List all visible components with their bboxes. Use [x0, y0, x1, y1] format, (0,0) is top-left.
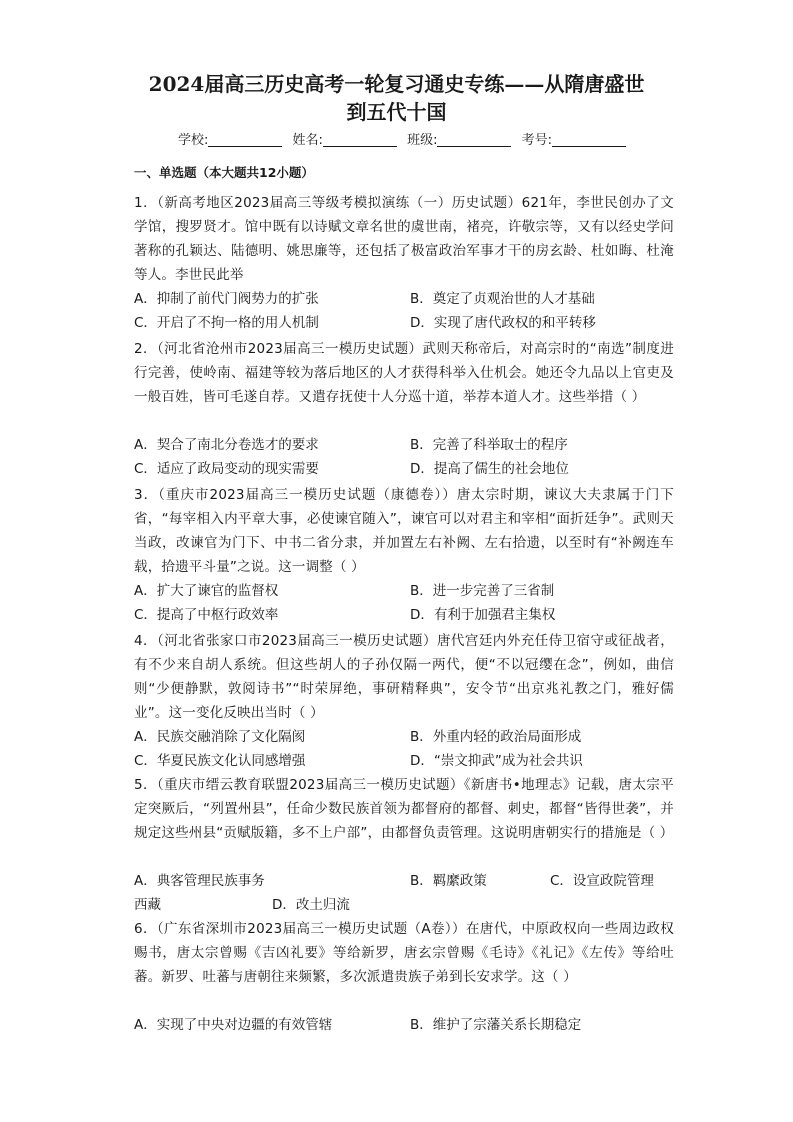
- document-title-line-2: 到五代十国: [346, 100, 447, 124]
- question-5-stem: 5．（重庆市缙云教育联盟2023届高三一模历史试题）《新唐书•地理志》记载，唐太宗平定突厥后，“列置州县”，任命少数民族首领为都督府的都督、刺史，都督“皆得世袭”，并规定这些州县“贡赋版籍，多不上户部”，由都督负责管理。这说明唐朝实行的措施是（ ）: [134, 777, 674, 841]
- question-5-option-d: D．改土归流: [272, 897, 350, 913]
- question-3-option-a: A．扩大了谏官的监督权: [134, 583, 279, 599]
- question-3-stem: 3．（重庆市2023届高三一模历史试题（康德卷））唐太宗时期，谏议大夫隶属于门下省，“每宰相入内平章大事，必使谏官随入”，谏官可以对君主和宰相“面折廷争”。武则天当政，改谏官为门下、中书二省分隶，并加置左右补阙、左右拾遗，以至时有“补阙连车载，拾遗平斗量”之说。这一调整（ ）: [134, 487, 674, 575]
- question-2-option-d: D．提高了儒生的社会地位: [410, 461, 569, 477]
- exam-number-label: 考号:: [521, 133, 552, 148]
- class-label: 班级:: [407, 133, 438, 148]
- question-2-option-c: C．适应了政局变动的现实需要: [134, 461, 319, 477]
- question-6-option-a: A．实现了中央对边疆的有效管辖: [134, 1017, 333, 1033]
- question-1-option-d: D．实现了唐代政权的和平转移: [410, 315, 596, 331]
- question-1-option-b: B．奠定了贞观治世的人才基础: [410, 291, 595, 307]
- question-2-stem: 2．（河北省沧州市2023届高三一模历史试题）武则天称帝后，对高宗时的“南选”制度进行完善，使岭南、福建等较为落后地区的人才获得科举入仕机会。她还令九品以上官吏及一般百姓，皆可毛遂自荐。又遣存抚使十人分巡十道，举荐本道人才。这些举措（ ）: [134, 341, 674, 405]
- question-1-option-a: A．抑制了前代门阀势力的扩张: [134, 291, 319, 307]
- question-2-option-a: A．契合了南北分卷选才的要求: [134, 437, 319, 453]
- question-4-stem: 4．（河北省张家口市2023届高三一模历史试题）唐代宫廷内外充任侍卫宿守或征战者，有不少来自胡人系统。但这些胡人的子孙仅隔一两代，便“不以冠缨在念”，例如，曲信则“少便静默，敦阅诗书”“时荣屏绝，事研精释典”，安令节“出京兆礼教之门，雅好儒业”。这一变化反映出当时（ ）: [134, 633, 674, 721]
- name-blank: [323, 132, 397, 147]
- question-4-option-a: A．民族交融消除了文化隔阂: [134, 729, 306, 745]
- question-4-option-c: C．华夏民族文化认同感增强: [134, 753, 306, 769]
- question-5-option-c: C．设宣政院管理: [550, 873, 654, 889]
- question-5-option-b: B．羁縻政策: [410, 873, 487, 889]
- student-info-row: [178, 131, 632, 151]
- question-4-option-b: B．外重内轻的政治局面形成: [410, 729, 582, 745]
- school-label: 学校:: [178, 133, 209, 148]
- question-3-option-c: C．提高了中枢行政效率: [134, 607, 279, 623]
- question-6-stem: 6．（广东省深圳市2023届高三一模历史试题（A卷））在唐代，中原政权向一些周边政权赐书，唐太宗曾赐《吉凶礼要》等给新罗，唐玄宗曾赐《毛诗》《礼记》《左传》等给吐蕃。新罗、吐蕃与唐朝往来频繁，多次派遣贵族子弟到长安求学。这（ ）: [134, 921, 674, 985]
- question-2-option-b: B．完善了科举取士的程序: [410, 437, 568, 453]
- question-5-option-a: A．典客管理民族事务: [134, 873, 265, 889]
- question-4-option-d: D．“崇文抑武”成为社会共识: [410, 753, 583, 769]
- question-1-option-c: C．开启了不拘一格的用人机制: [134, 315, 319, 331]
- question-3-option-b: B．进一步完善了三省制: [410, 583, 555, 599]
- question-6-option-b: B．维护了宗藩关系长期稳定: [410, 1017, 582, 1033]
- exam-number-blank: [552, 132, 626, 147]
- document-title-line-1: 2024届高三历史高考一轮复习通史专练——从隋唐盛世: [148, 72, 645, 96]
- question-3-option-d: D．有利于加强君主集权: [410, 607, 556, 623]
- section-heading: 一、单选题（本大题共12小题）: [134, 165, 314, 180]
- question-1-stem: 1．（新高考地区2023届高三等级考模拟演练（一）历史试题）621年，李世民创办了文学馆，搜罗贤才。馆中既有以诗赋文章名世的虞世南，褚亮，许敬宗等，又有以经史学问著称的孔颖达、陆德明、姚思廉等，还包括了极富政治军事才干的房玄龄、杜如晦、杜淹等人。李世民此举: [134, 195, 674, 283]
- school-blank: [208, 132, 282, 147]
- question-5-option-c-continued: 西藏: [134, 897, 161, 913]
- class-blank: [437, 132, 511, 147]
- name-label: 姓名:: [292, 133, 323, 148]
